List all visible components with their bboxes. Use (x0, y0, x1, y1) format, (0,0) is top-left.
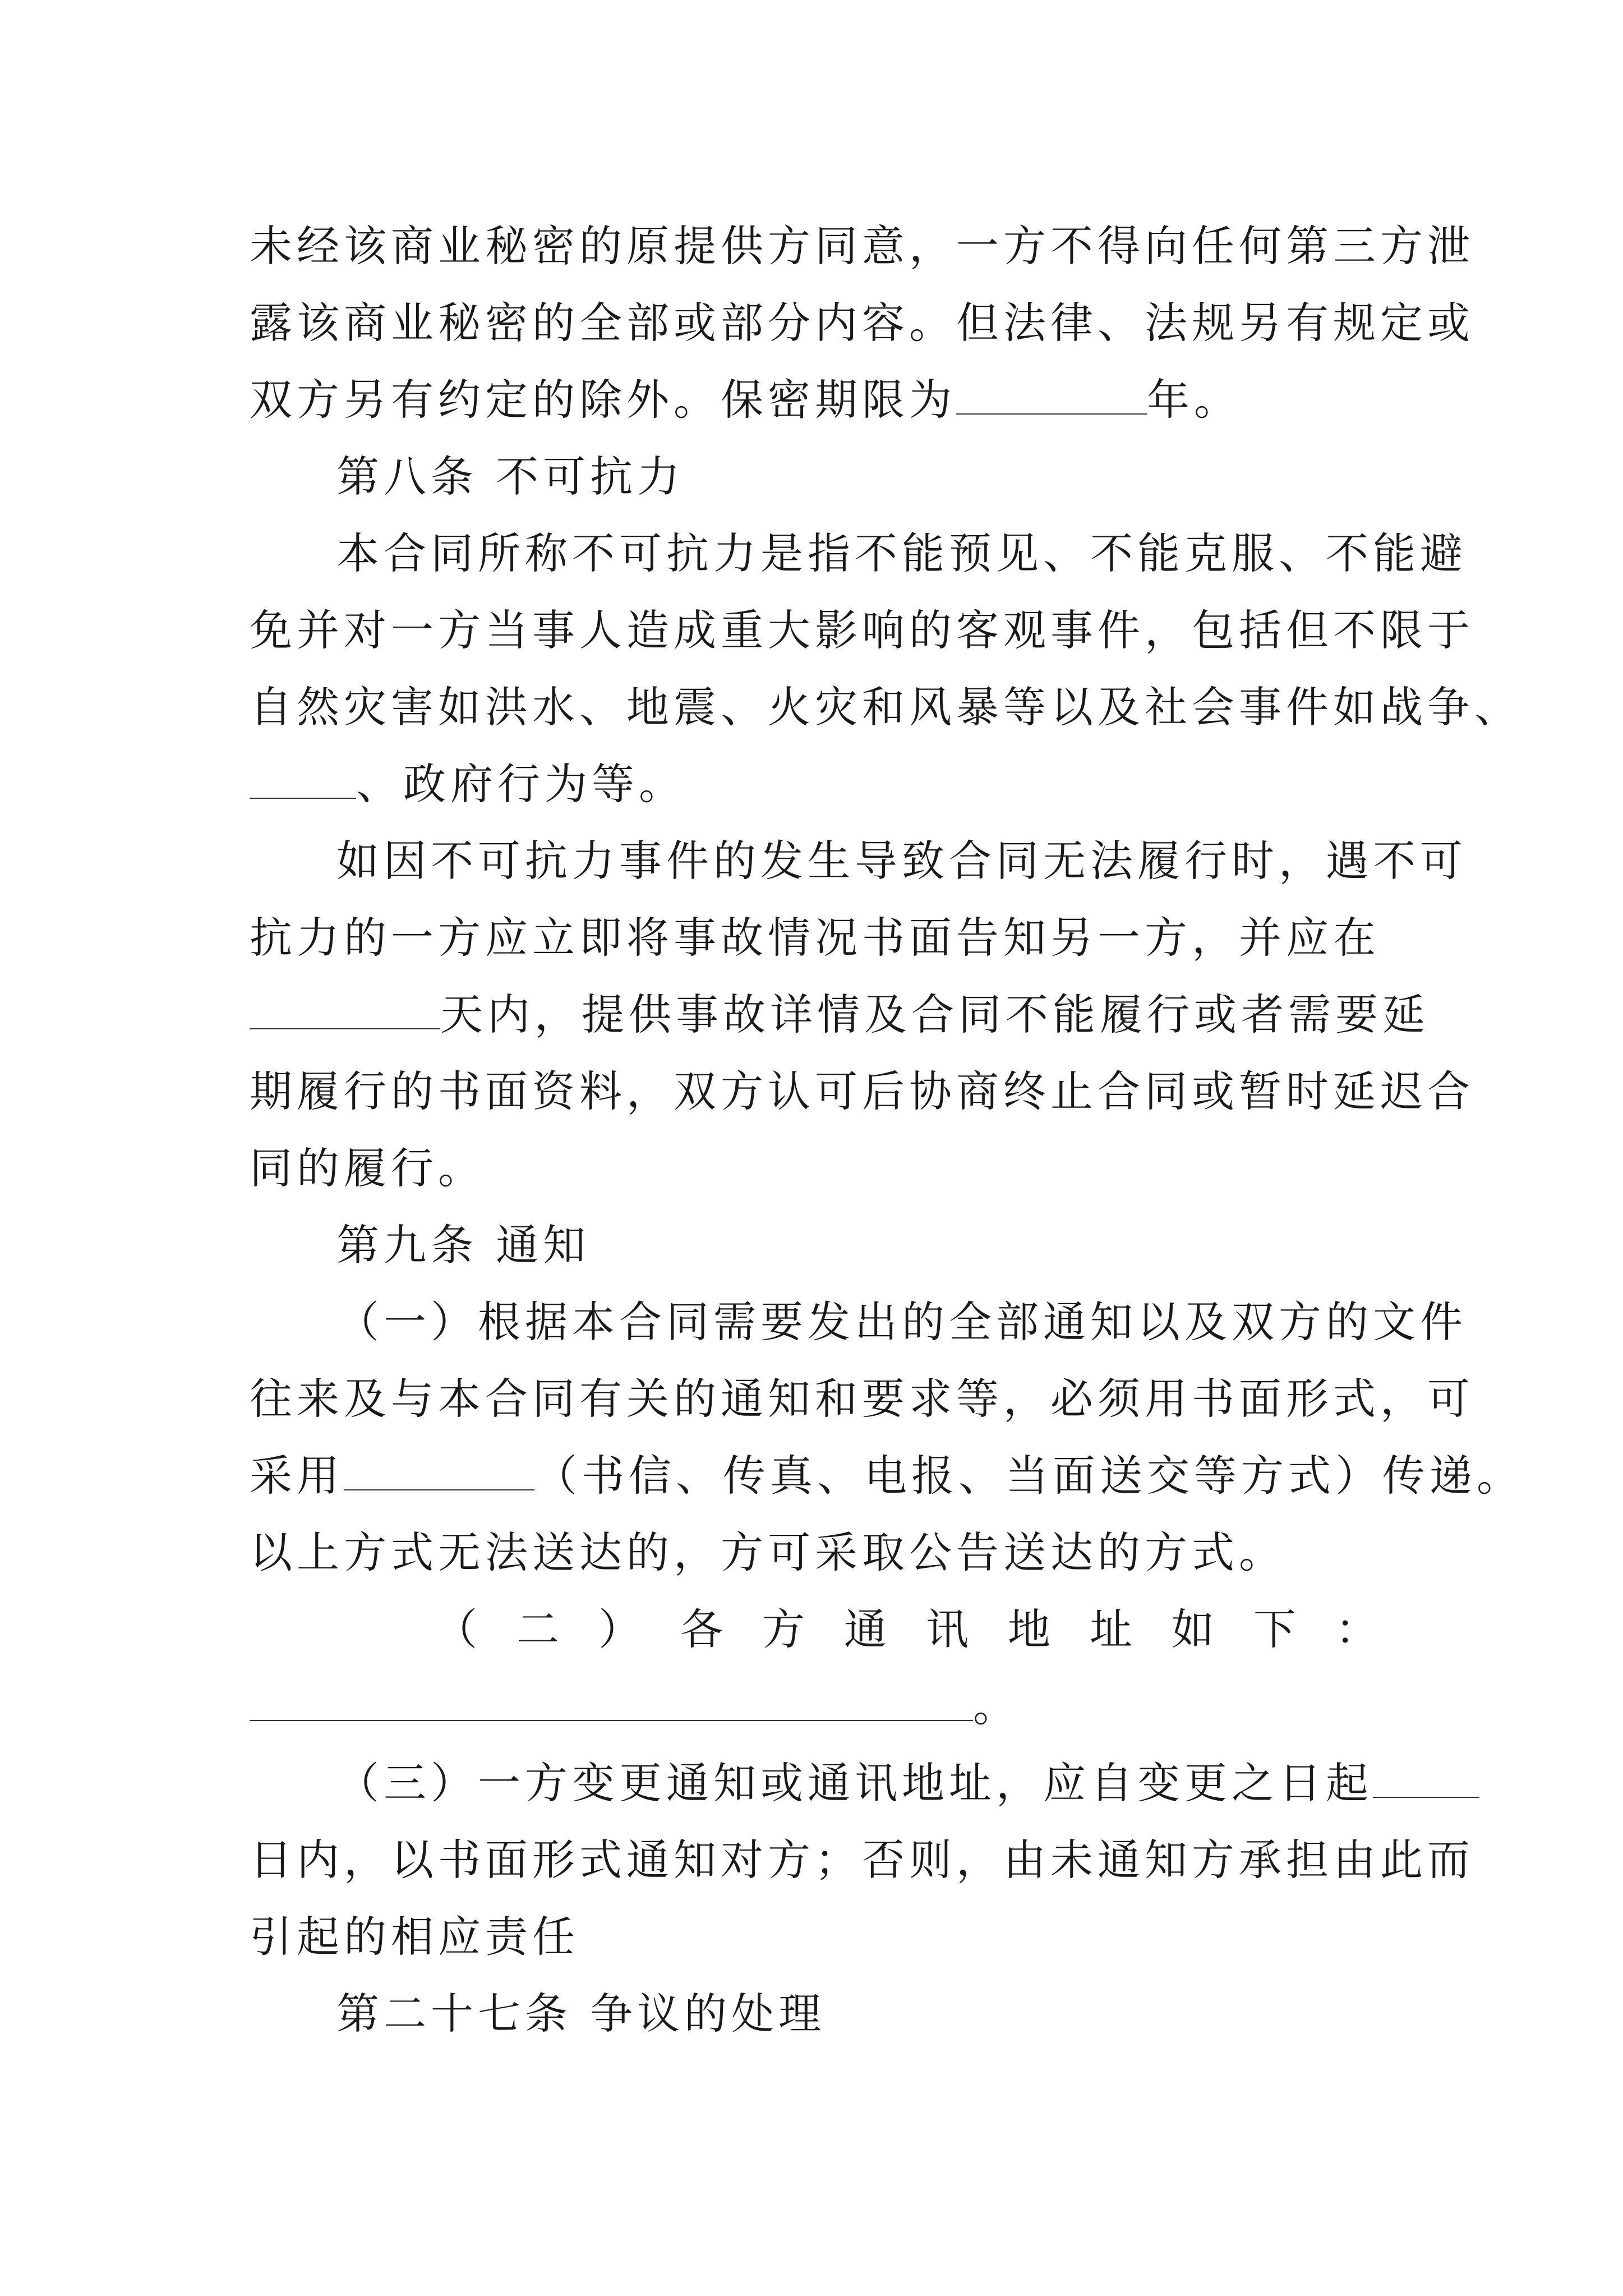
text-line: 免并对一方当事人造成重大影响的客观事件，包括但不限于 (250, 605, 1474, 655)
text-fragment: （书信、传真、电报、当面送交等方式）传递。 (534, 1451, 1524, 1501)
fill-in-blank (1373, 1764, 1479, 1798)
fill-in-blank (344, 1457, 534, 1490)
text-line: 引起的相应责任 (250, 1912, 579, 1962)
text-line: 本合同所称不可抗力是指不能预见、不能克服、不能避 (336, 528, 1467, 578)
spaced-char: 各 (680, 1604, 727, 1654)
text-fragment: 年。 (1147, 375, 1241, 425)
text-line (250, 976, 1430, 1053)
section-heading: 第八条 不可抗力 (336, 452, 685, 501)
text-line (250, 1745, 1382, 1821)
spaced-char: 通 (844, 1604, 891, 1654)
text-fragment: （三）一方变更通知或通讯地址，应自变更之日起 (336, 1758, 1373, 1808)
section-heading: 第二十七条 争议的处理 (336, 1989, 826, 2039)
section-heading: 第九条 通知 (336, 1220, 591, 1270)
text-line: 以上方式无法送达的，方可采取公告送达的方式。 (250, 1527, 1286, 1577)
fill-in-blank (250, 1687, 973, 1721)
text-line: 往来及与本合同有关的通知和要求等，必须用书面形式，可 (250, 1374, 1474, 1424)
text-line (250, 361, 1382, 438)
text-line: 期履行的书面资料，双方认可后协商终止合同或暂时延迟合 (250, 1066, 1474, 1116)
spaced-char: ： (1335, 1604, 1382, 1654)
text-line: 日内，以书面形式通知对方；否则，由未通知方承担由此而 (250, 1835, 1474, 1885)
spaced-char: 下 (1253, 1604, 1301, 1654)
text-line: 未经该商业秘密的原提供方同意，一方不得向任何第三方泄 (250, 221, 1474, 271)
spaced-char: 址 (1090, 1604, 1137, 1654)
text-fragment: 。 (973, 1681, 1020, 1731)
spaced-char: 方 (762, 1604, 809, 1654)
text-fragment: 双方另有约定的除外。保密期限为 (250, 375, 956, 425)
text-line-spaced (250, 1591, 1382, 1668)
text-fragment: 、政府行为等。 (356, 759, 686, 809)
text-line: 抗力的一方应立即将事故情况书面告知另一方，并应在 (250, 913, 1380, 963)
fill-in-blank (250, 996, 440, 1029)
spaced-char: 二 (517, 1604, 564, 1654)
text-line (250, 746, 1382, 822)
text-fragment: 天内，提供事故详情及合同不能履行或者需要延 (440, 990, 1430, 1039)
text-line (250, 1668, 1382, 1745)
document-body (250, 208, 1524, 2052)
spaced-char: 讯 (926, 1604, 973, 1654)
text-line: 露该商业秘密的全部或部分内容。但法律、法规另有规定或 (250, 298, 1474, 348)
spaced-char: 如 (1172, 1604, 1219, 1654)
spaced-char: （ (435, 1604, 482, 1654)
text-line: （一）根据本合同需要发出的全部通知以及双方的文件 (336, 1297, 1467, 1347)
text-line: 自然灾害如洪水、地震、火灾和风暴等以及社会事件如战争、 (250, 682, 1521, 732)
spaced-char: 地 (1008, 1604, 1055, 1654)
spaced-char: ） (598, 1604, 645, 1654)
text-fragment: 采用 (250, 1451, 344, 1501)
fill-in-blank (956, 381, 1147, 415)
text-line (250, 1437, 1524, 1514)
fill-in-blank (250, 765, 356, 799)
text-line: 同的履行。 (250, 1143, 485, 1193)
text-line: 如因不可抗力事件的发生导致合同无法履行时，遇不可 (336, 836, 1467, 886)
